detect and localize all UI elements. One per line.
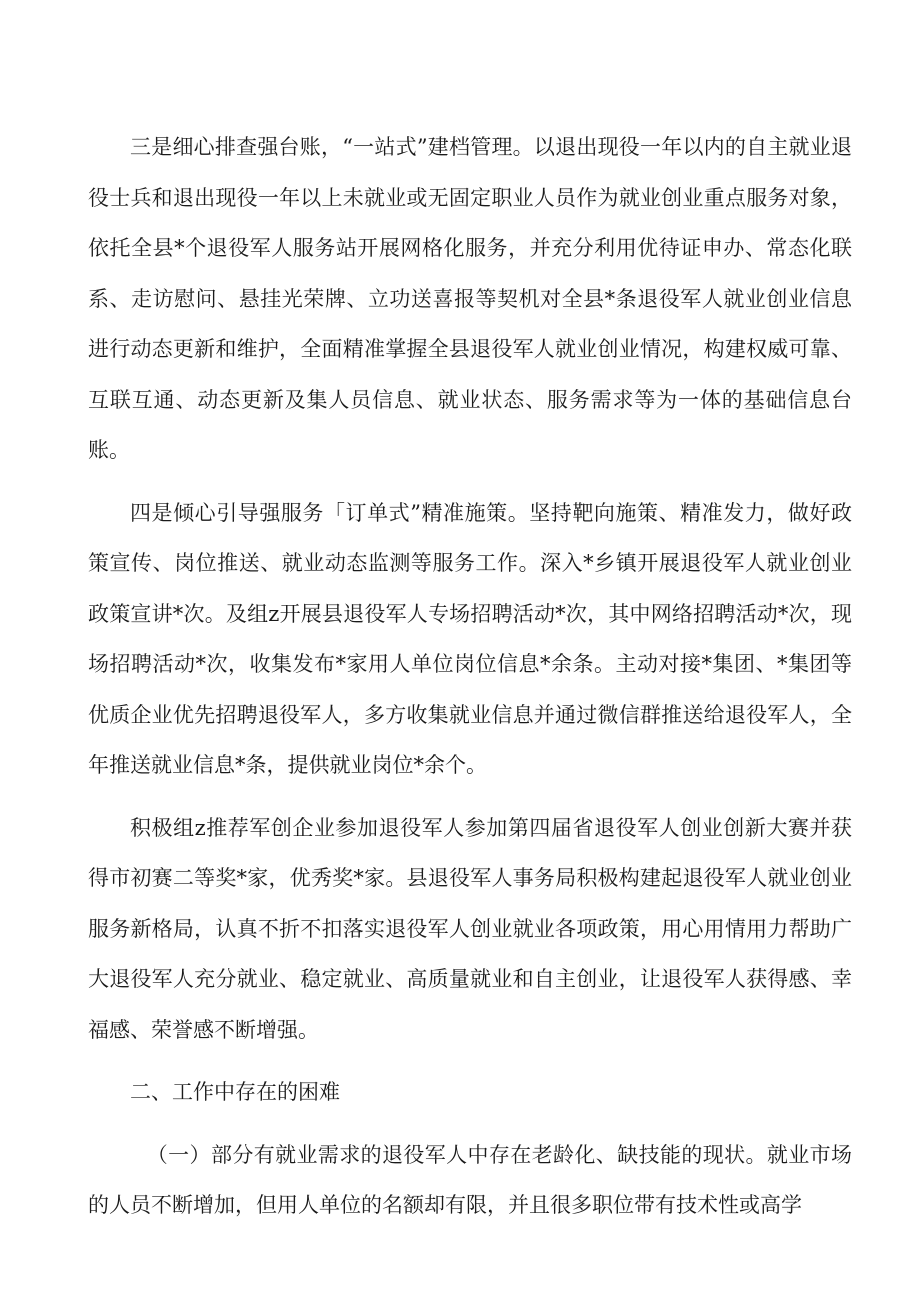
paragraph-entrepreneurship: 积极组z推荐军创企业参加退役军人参加第四届省退役军人创业创新大赛并获得市初赛二等奖*家，优秀奖*家。县退役军人事务局积极构建起退役军人就业创业服务新格局，认真不折不扣落实退役军人创业就业各项政策，用心用情用力帮助广大退役军人充分就业、稳定就业、高质量就业和自主创业，让退役军人获得感、幸福感、荣誉感不断增强。 xyxy=(88,815,852,1042)
document-body xyxy=(88,122,852,1231)
paragraph-ledger: 三是细心排查强台账，“一站式”建档管理。以退出现役一年以内的自主就业退役士兵和退出现役一年以上未就业或无固定职业人员作为就业创业重点服务对象，依托全县*个退役军人服务站开展网格化服务，并充分利用优待证申办、常态化联系、走访慰问、悬挂光荣牌、立功送喜报等契机对全县*条退役军人就业创业信息进行动态更新和维护，全面精准掌握全县退役军人就业创业情况，构建权威可靠、互联互通、动态更新及集人员信息、就业状态、服务需求等为一体的基础信息台账。 xyxy=(88,135,852,462)
paragraph-service: 四是倾心引导强服务「订单式”精准施策。坚持靶向施策、精准发力，做好政策宣传、岗位推送、就业动态监测等服务工作。深入*乡镇开展退役军人就业创业政策宣讲*次。及组z开展县退役军人专场招聘活动*次，其中网络招聘活动*次，现场招聘活动*次，收集发布*家用人单位岗位信息*余条。主动对接*集团、*集团等优质企业优先招聘退役军人，多方收集就业信息并通过微信群推送给退役军人，全年推送就业信息*条，提供就业岗位*余个。 xyxy=(88,500,852,777)
paragraph-difficulty-1: （一）部分有就业需求的退役军人中存在老龄化、缺技能的现状。就业市场的人员不断增加，但用人单位的名额却有限，并且很多职位带有技术性或高学 xyxy=(88,1142,852,1217)
section-heading: 二、工作中存在的困难 xyxy=(130,1080,340,1104)
